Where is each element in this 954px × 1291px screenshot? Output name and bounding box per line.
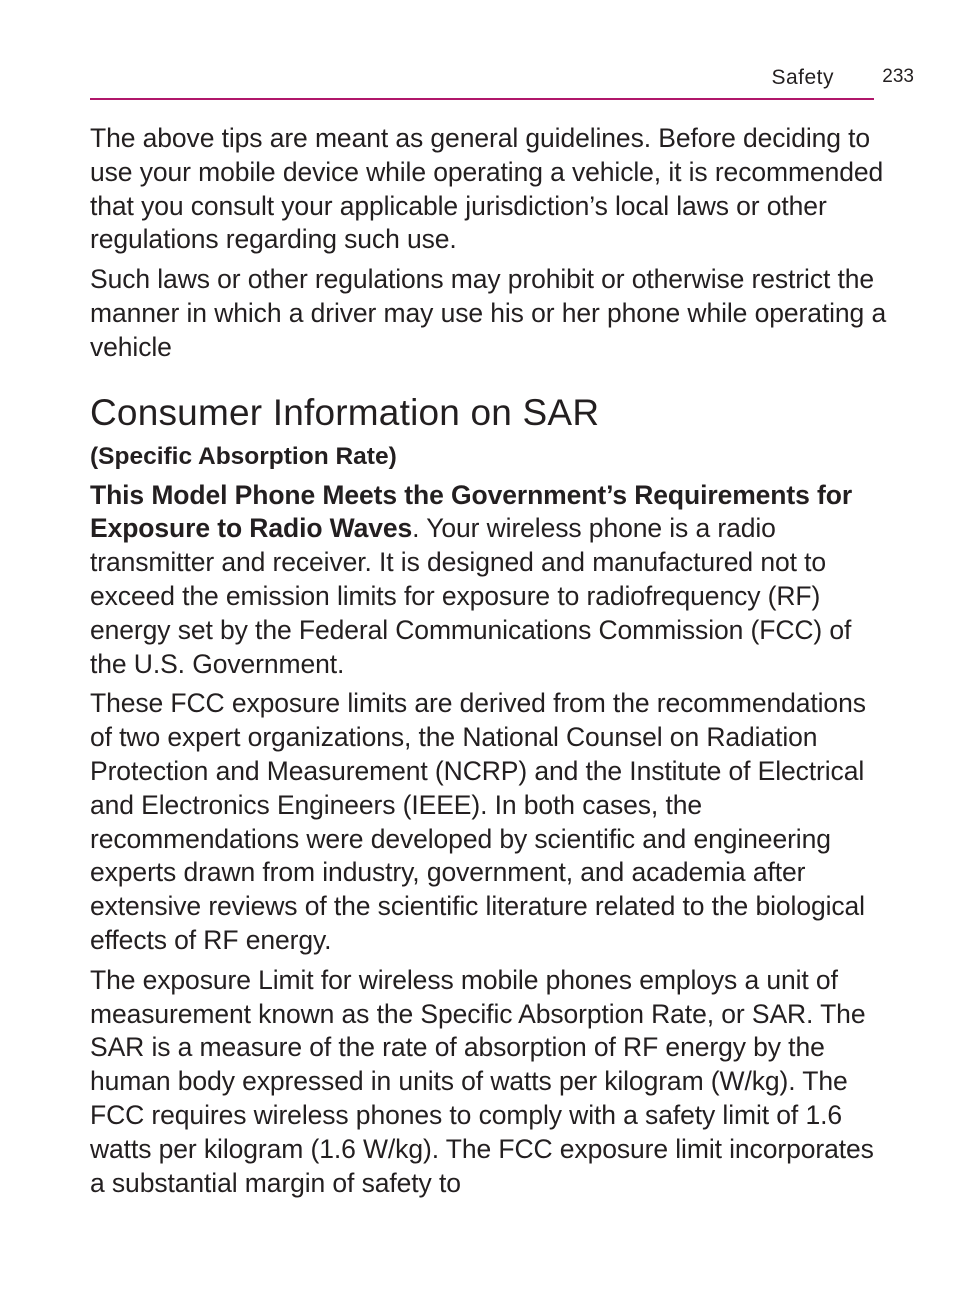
sar-paragraph-1 [90,479,890,682]
intro-paragraph-1: The above tips are meant as general guidelines. Before deciding to use your mobile device while operating a vehicle, it is recommended that you consult your applicable jurisdiction’s local laws or other regulations regarding such use. [90,123,884,255]
section-title: Safety [771,66,834,89]
intro-paragraph-2: Such laws or other regulations may prohibit or otherwise restrict the manner in which a driver may use his or her phone while operating a vehicle [90,264,887,362]
page-header [90,62,914,100]
sar-paragraph-1-lead: This Model Phone Meets the Government’s Requirements for Exposure to Radio Waves [90,479,853,544]
page-body [90,122,890,1206]
sar-heading: Consumer Information on SAR [90,391,600,433]
sar-paragraph-3: The exposure Limit for wireless mobile phones employs a unit of measurement known as the Specific Absorption Rate, or SAR. The SAR is a measure of the rate of absorption of RF energy by the human body expressed in units of watts per kilogram (W/kg). The FCC requires wireless phones to comply with a safety limit of 1.6 watts per kilogram (1.6 W/kg). The FCC exposure limit incorporates a substantial margin of safety to [90,964,874,1198]
sar-paragraph-2: These FCC exposure limits are derived from the recommendations of two expert organizations, the National Counsel on Radiation Protection and Measurement (NCRP) and the Institute of Electrical and Electronics Engineers (IEEE). In both cases, the recommendations were developed by scientific and engineering experts drawn from industry, government, and academia after extensive reviews of the scientific literature related to the biological effects of RF energy. [90,688,866,955]
page-number: 233 [882,66,914,87]
sar-subheading: (Specific Absorption Rate) [90,442,397,470]
sar-paragraph-1-body: . Your wireless phone is a radio transmitter and receiver. It is designed and manufactured not to exceed the emission limits for exposure to radiofrequency (RF) energy set by the Federal Communications Commission (FCC) of the U.S. Government. [90,513,852,679]
